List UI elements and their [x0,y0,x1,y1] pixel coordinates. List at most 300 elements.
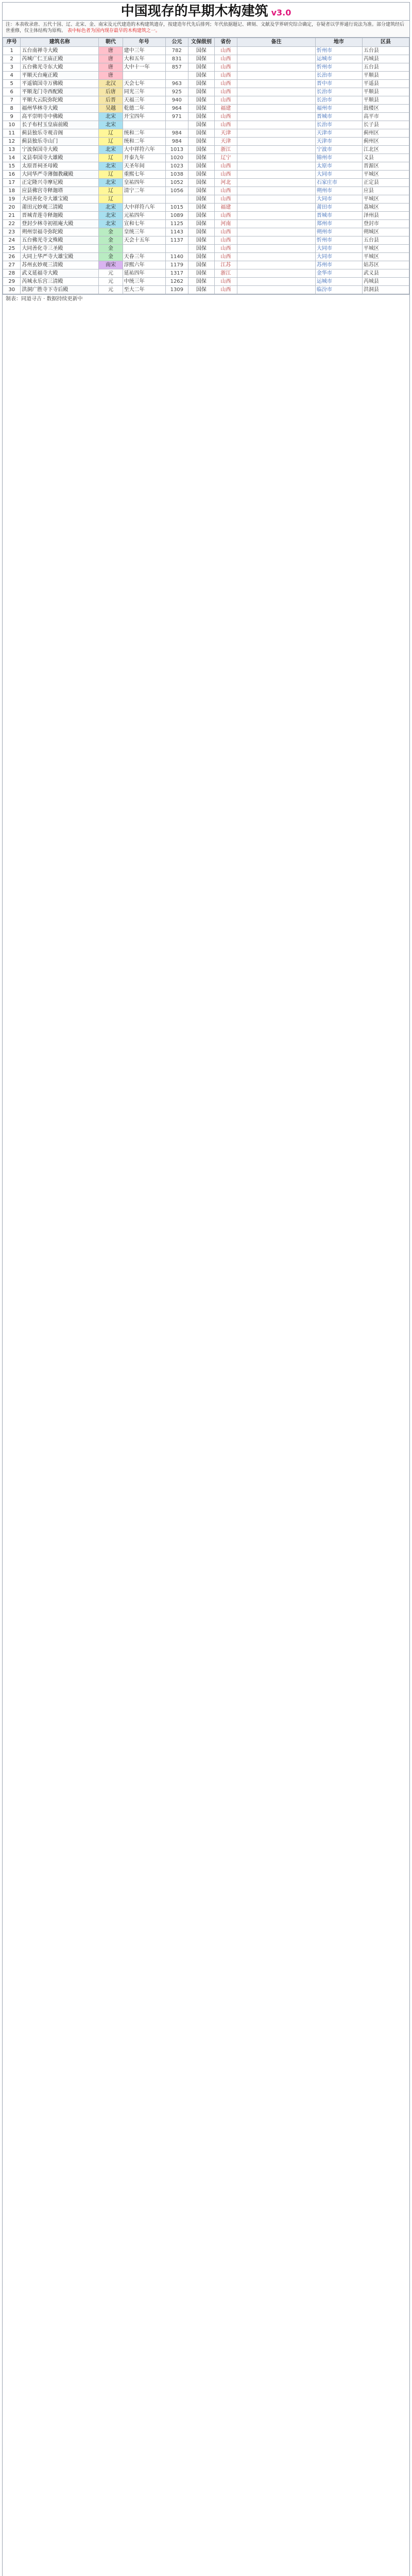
cell-name: 蓟县独乐寺观音阁 [21,129,99,138]
cell-level: 国保 [188,179,215,187]
table-row [3,253,409,261]
cell-city: 运城市 [315,55,362,63]
cell-dynasty: 南宋 [99,261,123,269]
cell-level: 国保 [188,236,215,245]
cell-note [237,212,316,220]
cell-year: 984 [165,129,188,138]
table-body [3,47,409,294]
cell-note [237,121,316,129]
cell-era: 皇统三年 [123,228,165,236]
cell-note [237,195,316,204]
cell-no: 4 [3,72,21,80]
cell-city: 晋城市 [315,113,362,121]
cell-city: 石家庄市 [315,179,362,187]
cell-level: 国保 [188,286,215,294]
cell-dynasty: 北宋 [99,113,123,121]
table-row [3,55,409,63]
cell-level: 国保 [188,228,215,236]
cell-note [237,113,316,121]
table-row [3,121,409,129]
cell-dynasty: 金 [99,236,123,245]
table-row [3,146,409,154]
cell-city: 大同市 [315,253,362,261]
cell-province: 山西 [214,245,237,253]
cell-level: 国保 [188,269,215,278]
cell-era: 天福三年 [123,96,165,105]
table-row [3,195,409,204]
cell-note [237,105,316,113]
cell-dynasty: 北宋 [99,146,123,154]
cell-no: 12 [3,138,21,146]
cell-level: 国保 [188,195,215,204]
cell-no: 17 [3,179,21,187]
cell-level: 国保 [188,96,215,105]
cell-year: 831 [165,55,188,63]
cell-dynasty: 辽 [99,187,123,195]
table-row [3,80,409,88]
cell-no: 28 [3,269,21,278]
version-badge: v3.0 [271,8,291,18]
cell-city: 宁波市 [315,146,362,154]
cell-note [237,278,316,286]
cell-name: 洪洞广胜寺下寺后殿 [21,286,99,294]
cell-city: 大同市 [315,245,362,253]
cell-name: 大同善化寺大雄宝殿 [21,195,99,204]
cell-level: 国保 [188,187,215,195]
cell-province: 山西 [214,228,237,236]
cell-county: 芮城县 [362,278,409,286]
cell-city: 苏州市 [315,261,362,269]
cell-era: 宣和七年 [123,220,165,228]
table-row [3,47,409,55]
table-row [3,228,409,236]
cell-note [237,228,316,236]
table-row [3,72,409,80]
cell-name: 五台佛光寺东大殿 [21,63,99,72]
cell-city: 长治市 [315,96,362,105]
cell-name: 登封少林寺初祖庵大殿 [21,220,99,228]
cell-city: 金华市 [315,269,362,278]
cell-note [237,269,316,278]
cell-name: 五台佛光寺文殊殿 [21,236,99,245]
cell-era: 延祐四年 [123,269,165,278]
cell-name: 朔州崇福寺弥陀殿 [21,228,99,236]
cell-era: 天会十五年 [123,236,165,245]
cell-province: 山西 [214,55,237,63]
note-highlight: 表中标色者为国内现存最早的木构建筑之一。 [67,28,160,33]
cell-province: 河北 [214,179,237,187]
cell-no: 25 [3,245,21,253]
cell-name: 武义延福寺大殿 [21,269,99,278]
cell-year: 1143 [165,228,188,236]
cell-dynasty: 元 [99,269,123,278]
table-row [3,105,409,113]
header-county: 区县 [362,38,409,47]
cell-year: 1140 [165,253,188,261]
cell-year [165,245,188,253]
cell-note [237,245,316,253]
header-year: 公元 [165,38,188,47]
header-level: 文保级别 [188,38,215,47]
cell-era: 天圣年间 [123,162,165,171]
table-row [3,88,409,96]
cell-dynasty: 北汉 [99,80,123,88]
cell-name: 五台南禅寺大殿 [21,47,99,55]
cell-year: 1309 [165,286,188,294]
cell-county: 应县 [362,187,409,195]
cell-no: 20 [3,204,21,212]
cell-city: 晋城市 [315,212,362,220]
cell-city: 大同市 [315,195,362,204]
cell-era: 至大二年 [123,286,165,294]
cell-no: 16 [3,171,21,179]
table-row [3,154,409,162]
cell-no: 23 [3,228,21,236]
cell-era: 开泰九年 [123,154,165,162]
cell-level: 国保 [188,245,215,253]
cell-era: 同光三年 [123,88,165,96]
cell-level: 国保 [188,105,215,113]
buildings-table [3,38,409,294]
cell-county: 姑苏区 [362,261,409,269]
cell-note [237,236,316,245]
cell-note [237,261,316,269]
cell-province: 山西 [214,195,237,204]
table-row [3,171,409,179]
cell-county: 正定县 [362,179,409,187]
cell-year: 1020 [165,154,188,162]
cell-city: 忻州市 [315,236,362,245]
cell-no: 2 [3,55,21,63]
table-row [3,113,409,121]
cell-note [237,55,316,63]
cell-county: 平城区 [362,253,409,261]
cell-city: 大同市 [315,171,362,179]
cell-name: 芮城永乐宫三清殿 [21,278,99,286]
cell-city: 天津市 [315,129,362,138]
cell-county: 高平市 [362,113,409,121]
cell-level: 国保 [188,121,215,129]
cell-level: 国保 [188,138,215,146]
cell-name: 宁波保国寺大殿 [21,146,99,154]
cell-county: 荔城区 [362,204,409,212]
cell-level: 国保 [188,72,215,80]
cell-province: 山西 [214,88,237,96]
cell-no: 3 [3,63,21,72]
cell-level: 国保 [188,80,215,88]
cell-note [237,96,316,105]
cell-dynasty: 辽 [99,154,123,162]
table-row [3,179,409,187]
cell-county: 泽州县 [362,212,409,220]
cell-province: 天津 [214,138,237,146]
cell-no: 11 [3,129,21,138]
cell-no: 7 [3,96,21,105]
cell-county: 平城区 [362,195,409,204]
cell-note [237,154,316,162]
cell-county: 晋源区 [362,162,409,171]
cell-year: 1015 [165,204,188,212]
cell-name: 蓟县独乐寺山门 [21,138,99,146]
cell-year: 1038 [165,171,188,179]
cell-note [237,138,316,146]
cell-name: 大同上华严寺大雄宝殿 [21,253,99,261]
header-era: 年号 [123,38,165,47]
cell-level: 国保 [188,261,215,269]
cell-no: 19 [3,195,21,204]
table-row [3,236,409,245]
header-city: 地市 [315,38,362,47]
cell-province: 福建 [214,204,237,212]
cell-no: 26 [3,253,21,261]
cell-dynasty: 唐 [99,63,123,72]
cell-era: 乾德二年 [123,105,165,113]
cell-no: 6 [3,88,21,96]
note-box [3,20,409,38]
cell-year: 1052 [165,179,188,187]
cell-era: 清宁二年 [123,187,165,195]
cell-name: 正定隆兴寺摩尼殿 [21,179,99,187]
cell-city: 长治市 [315,72,362,80]
cell-level: 国保 [188,88,215,96]
cell-note [237,220,316,228]
cell-province: 山西 [214,187,237,195]
cell-province: 天津 [214,129,237,138]
cell-dynasty: 金 [99,245,123,253]
cell-year: 964 [165,105,188,113]
cell-year: 1125 [165,220,188,228]
cell-dynasty: 辽 [99,129,123,138]
cell-province: 山西 [214,236,237,245]
cell-province: 江苏 [214,261,237,269]
note-text: 注：本表收录唐、五代十国、辽、北宋、金、南宋及元代建造的木构建筑遗存，按建造年代先后排列；年代依据题记、碑刻、文献及学界研究综合确定，存疑者以学界通行说法为准。部分建筑经后世重修，仅主体结构为原构。 [6,22,405,33]
cell-county: 蓟州区 [362,129,409,138]
cell-name: 苏州玄妙观三清殿 [21,261,99,269]
cell-dynasty: 辽 [99,195,123,204]
table-row [3,269,409,278]
cell-dynasty: 北宋 [99,204,123,212]
cell-dynasty: 北宋 [99,220,123,228]
cell-province: 山西 [214,47,237,55]
cell-province: 山西 [214,162,237,171]
cell-note [237,129,316,138]
cell-city: 朔州市 [315,228,362,236]
cell-dynasty: 北宋 [99,162,123,171]
cell-dynasty: 后唐 [99,88,123,96]
cell-province: 山西 [214,96,237,105]
cell-dynasty: 唐 [99,47,123,55]
cell-no: 14 [3,154,21,162]
cell-province: 山西 [214,253,237,261]
cell-name: 晋城青莲寺释迦殿 [21,212,99,220]
cell-county: 江北区 [362,146,409,154]
cell-note [237,286,316,294]
table-row [3,129,409,138]
cell-county: 蓟州区 [362,138,409,146]
cell-name: 太原晋祠圣母殿 [21,162,99,171]
cell-note [237,72,316,80]
cell-era: 建中三年 [123,47,165,55]
cell-no: 8 [3,105,21,113]
table-row [3,220,409,228]
cell-dynasty: 唐 [99,72,123,80]
cell-era: 统和二年 [123,129,165,138]
cell-province: 山西 [214,286,237,294]
cell-city: 郑州市 [315,220,362,228]
cell-era: 大和五年 [123,55,165,63]
header-no: 序号 [3,38,21,47]
cell-level: 国保 [188,63,215,72]
cell-province: 山西 [214,113,237,121]
cell-era: 天会七年 [123,80,165,88]
cell-dynasty: 北宋 [99,179,123,187]
table-row [3,63,409,72]
table-row [3,245,409,253]
cell-note [237,187,316,195]
cell-no: 30 [3,286,21,294]
cell-name: 莆田元妙观三清殿 [21,204,99,212]
cell-city: 太原市 [315,162,362,171]
cell-name: 应县佛宫寺释迦塔 [21,187,99,195]
cell-name: 平顺龙门寺西配殿 [21,88,99,96]
table-header-row [3,38,409,47]
cell-county: 平顺县 [362,96,409,105]
header-note: 备注 [237,38,316,47]
cell-note [237,204,316,212]
cell-county: 五台县 [362,63,409,72]
cell-level: 国保 [188,204,215,212]
cell-level: 国保 [188,253,215,261]
cell-dynasty: 元 [99,286,123,294]
cell-year [165,195,188,204]
cell-level: 国保 [188,220,215,228]
cell-city: 忻州市 [315,47,362,55]
cell-province: 山西 [214,63,237,72]
cell-name: 长子布村玉皇庙前殿 [21,121,99,129]
cell-province: 福建 [214,105,237,113]
cell-county: 平顺县 [362,72,409,80]
cell-era [123,245,165,253]
cell-dynasty: 后晋 [99,96,123,105]
cell-county: 平城区 [362,245,409,253]
cell-city: 莆田市 [315,204,362,212]
table-row [3,286,409,294]
cell-note [237,146,316,154]
cell-dynasty: 唐 [99,55,123,63]
cell-dynasty: 元 [99,278,123,286]
cell-county: 五台县 [362,236,409,245]
cell-year: 782 [165,47,188,55]
cell-province: 辽宁 [214,154,237,162]
cell-name: 平顺大云院弥陀殿 [21,96,99,105]
cell-name: 平遥镇国寺万佛殿 [21,80,99,88]
cell-county: 武义县 [362,269,409,278]
table-row [3,162,409,171]
cell-province: 浙江 [214,146,237,154]
cell-name: 义县奉国寺大雄殿 [21,154,99,162]
cell-county: 平遥县 [362,80,409,88]
cell-no: 18 [3,187,21,195]
cell-no: 15 [3,162,21,171]
document-page [2,2,410,2576]
cell-province: 山西 [214,171,237,179]
cell-year: 1089 [165,212,188,220]
cell-no: 27 [3,261,21,269]
cell-city: 锦州市 [315,154,362,162]
cell-note [237,88,316,96]
table-row [3,204,409,212]
cell-city: 临汾市 [315,286,362,294]
cell-county: 平顺县 [362,88,409,96]
cell-year [165,72,188,80]
cell-era: 大中十一年 [123,63,165,72]
cell-no: 9 [3,113,21,121]
cell-county: 登封市 [362,220,409,228]
header-name: 建筑名称 [21,38,99,47]
cell-no: 24 [3,236,21,245]
cell-city: 朔州市 [315,187,362,195]
cell-era [123,195,165,204]
cell-dynasty: 北宋 [99,121,123,129]
cell-name: 芮城广仁王庙正殿 [21,55,99,63]
cell-province: 河南 [214,220,237,228]
cell-dynasty: 北宋 [99,212,123,220]
table-row [3,96,409,105]
header-dynasty: 朝代 [99,38,123,47]
cell-county: 芮城县 [362,55,409,63]
cell-note [237,179,316,187]
cell-city: 长治市 [315,121,362,129]
cell-era: 中统三年 [123,278,165,286]
cell-name: 大同华严寺薄伽教藏殿 [21,171,99,179]
cell-no: 21 [3,212,21,220]
cell-year: 1013 [165,146,188,154]
cell-county: 洪洞县 [362,286,409,294]
cell-county: 鼓楼区 [362,105,409,113]
cell-era: 淳熙六年 [123,261,165,269]
table-row [3,212,409,220]
cell-city: 长治市 [315,88,362,96]
cell-level: 国保 [188,55,215,63]
cell-name: 福州华林寺大殿 [21,105,99,113]
cell-no: 22 [3,220,21,228]
cell-note [237,63,316,72]
cell-dynasty: 辽 [99,171,123,179]
cell-province: 山西 [214,212,237,220]
cell-province: 山西 [214,72,237,80]
cell-county: 长子县 [362,121,409,129]
cell-era [123,121,165,129]
cell-year: 1262 [165,278,188,286]
table-row [3,187,409,195]
cell-year: 984 [165,138,188,146]
cell-name: 大同善化寺三圣殿 [21,245,99,253]
cell-dynasty: 吴越 [99,105,123,113]
cell-level: 国保 [188,129,215,138]
cell-county: 平城区 [362,171,409,179]
cell-year: 963 [165,80,188,88]
cell-dynasty: 金 [99,228,123,236]
cell-era: 大中祥符六年 [123,146,165,154]
cell-year: 925 [165,88,188,96]
cell-level: 国保 [188,47,215,55]
table-row [3,261,409,269]
cell-city: 运城市 [315,278,362,286]
cell-city: 忻州市 [315,63,362,72]
table-row [3,278,409,286]
cell-note [237,47,316,55]
cell-city: 天津市 [315,138,362,146]
